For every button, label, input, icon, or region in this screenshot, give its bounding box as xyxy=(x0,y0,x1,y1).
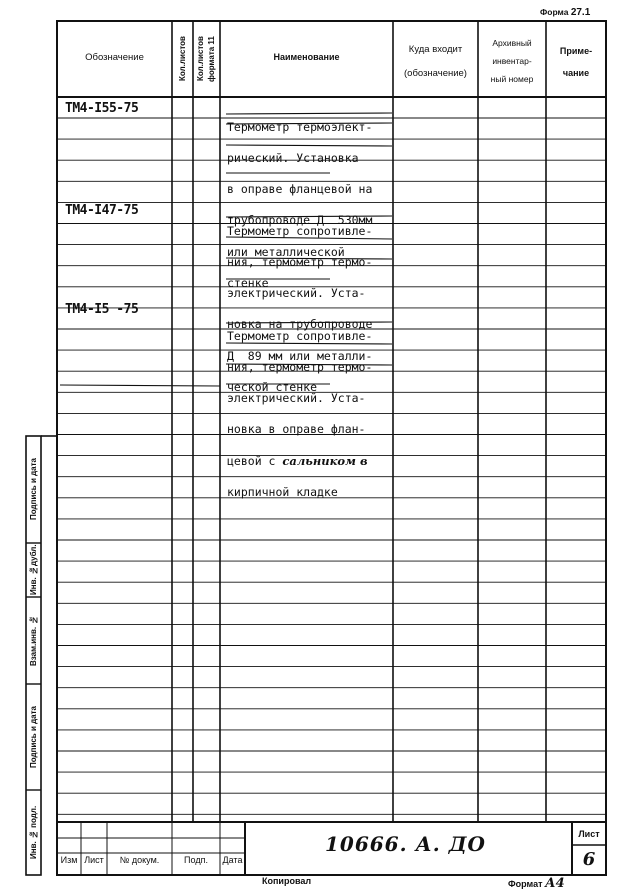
header-archive-line-1: Архивный xyxy=(492,38,532,48)
entry-3-handwritten: сальником в xyxy=(282,453,368,468)
sheet-number: 6 xyxy=(582,849,596,870)
entry-2-line-4: новка на трубопроводе xyxy=(227,317,373,332)
sheet-label: Лист xyxy=(578,829,600,839)
side-label-inv-podl: Инв. № подл. xyxy=(29,805,38,860)
header-where-used-line-2: (обозначение) xyxy=(404,68,467,79)
title-col-doc: № докум. xyxy=(119,855,160,865)
form-number: 27.1 xyxy=(570,7,591,18)
entry-3-line-5-text: цевой с xyxy=(227,453,283,468)
side-label-podpis-data-2: Подпись и дата xyxy=(29,706,38,768)
entry-1-line-1: Термометр термоэлект- xyxy=(227,119,373,134)
header-sheets-count: Кол.листов xyxy=(178,36,187,82)
form-label-text: Форма xyxy=(540,7,569,17)
title-col-izm: Изм xyxy=(60,855,78,865)
header-name: Наименование xyxy=(273,52,340,62)
entry-2-code: ТМ4-I47-75 xyxy=(65,203,139,218)
entry-1-line-6: стенке xyxy=(227,275,269,290)
title-col-list: Лист xyxy=(84,855,104,865)
footer-copied: Копировал xyxy=(262,876,312,886)
entry-3-line-6: кирпичной кладке xyxy=(227,484,338,499)
side-label-podpis-data-1: Подпись и дата xyxy=(29,458,38,521)
header-where-used xyxy=(393,38,478,86)
footer-format xyxy=(508,876,565,891)
entry-2-line-2: ния, термометр термо- xyxy=(227,255,373,270)
entry-3-line-5 xyxy=(227,453,372,468)
form-label xyxy=(540,7,590,18)
entry-1-line-2: рический. Установка xyxy=(227,151,359,166)
entry-2-line-3: электрический. Уста- xyxy=(227,286,366,301)
header-where-used-line-1: Куда входит xyxy=(408,44,463,55)
entry-1-line-5: или металлической xyxy=(227,244,345,259)
footer-format-label: Формат xyxy=(508,879,543,889)
entry-3-line-3: электрический. Уста- xyxy=(227,391,366,406)
side-label-vzam-inv: Взам.инв. № xyxy=(29,615,38,666)
entry-1-line-3: в оправе фланцевой на xyxy=(227,182,373,197)
header-sheets-format: Кол.листов формата 11 xyxy=(196,36,216,82)
header-archive-line-3: ный номер xyxy=(490,74,534,84)
entry-2-line-1: Термометр сопротивле- xyxy=(227,223,373,238)
document-number: 10666. А. ДО xyxy=(325,832,486,856)
entry-3-line-1: Термометр сопротивле- xyxy=(227,328,373,343)
entry-1-code: ТМ4-I55-75 xyxy=(65,101,139,116)
entry-3-code: ТМ4-I5 -75 xyxy=(65,302,139,317)
entry-2-line-5: Д 89 мм или металли- xyxy=(227,348,373,363)
header-note-line-2: чание xyxy=(562,68,590,78)
header-note xyxy=(546,40,606,84)
footer-format-value: А4 xyxy=(545,876,565,891)
header-archive xyxy=(478,34,546,88)
header-note-line-1: Приме- xyxy=(559,46,593,56)
entry-3-line-4: новка в оправе флан- xyxy=(227,422,366,437)
title-col-date: Дата xyxy=(222,855,243,865)
title-col-podp: Подп. xyxy=(184,855,208,865)
header-designation: Обозначение xyxy=(85,52,144,63)
entry-2-line-6: ческой стенке xyxy=(227,379,318,394)
header-archive-line-2: инвентар- xyxy=(492,56,532,66)
entry-1-line-4: трубопроводе Д 530мм xyxy=(227,213,373,228)
entry-3-line-2: ния, термометр термо- xyxy=(227,360,373,375)
entry-3-description xyxy=(227,310,372,508)
side-label-inv-dubl: Инв. №дубл. xyxy=(29,544,38,596)
